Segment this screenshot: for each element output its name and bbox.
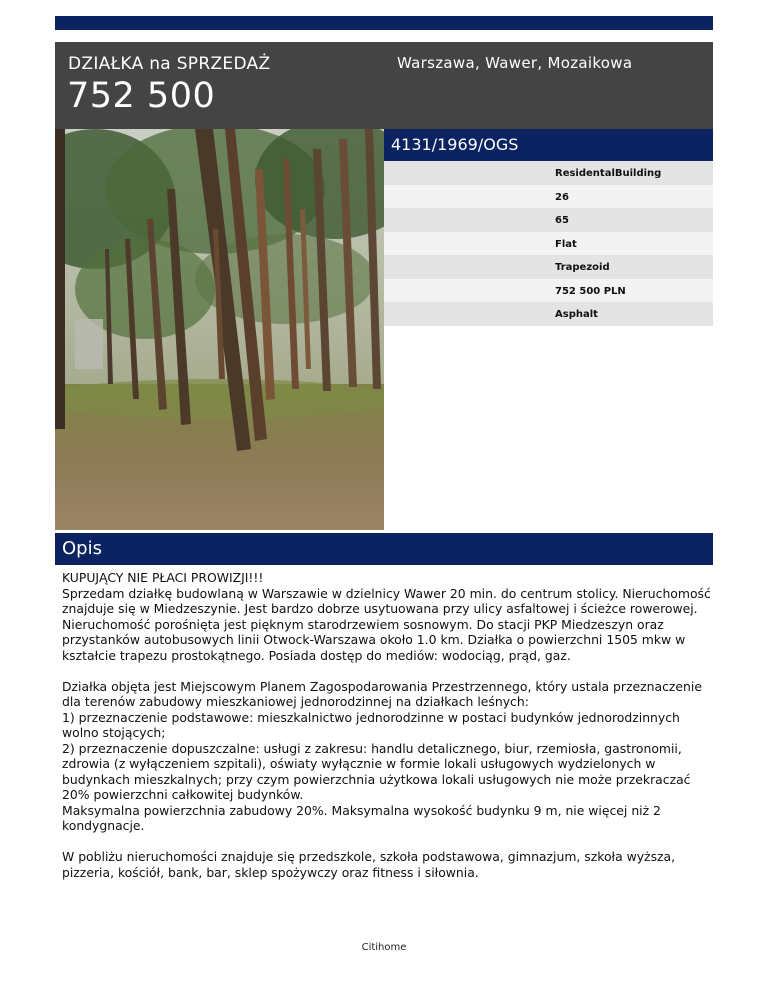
parameter-row bbox=[384, 302, 713, 326]
parameter-value: Flat bbox=[555, 238, 577, 250]
parameter-row bbox=[384, 208, 713, 232]
description-paragraph: KUPUJĄCY NIE PŁACI PROWIZJI!!! Sprzedam działkę budowlaną w Warszawie w dzielnicy Wawer 20 min. do centrum stolicy. Nieruchomość znajduje się w Miedzeszynie. Jest bardzo dobrze usytuowana przy ulicy asfaltowej i ścieżce rowerowej. Nieruchomość porośnięta jest pięknym starodrzewiem sosnowym. Do stacji PKP Miedzeszyn oraz przystanków autobusowych linii Otwock-Warszawa około 1.0 km. Działka o powierzchni 1505 mkw w kształcie trapezu prostokątnego. Posiada dostęp do mediów: wodociąg, prąd, gaz. bbox=[62, 570, 711, 663]
parameter-row bbox=[384, 232, 713, 256]
listing-price: 752 500 bbox=[67, 76, 216, 116]
reference-number: 4131/1969/OGS bbox=[391, 135, 519, 154]
parameter-value: 65 bbox=[555, 215, 569, 226]
listing-location: Warszawa, Wawer, Mozaikowa bbox=[397, 54, 633, 72]
parameter-value: 26 bbox=[555, 191, 569, 203]
property-photo bbox=[55, 129, 384, 530]
parameter-value: ResidentalBuilding bbox=[555, 168, 662, 179]
listing-type-label: DZIAŁKA na SPRZEDAŻ bbox=[68, 54, 271, 74]
parameter-row bbox=[384, 255, 713, 279]
description-paragraph: W pobliżu nieruchomości znajduje się przedszkole, szkoła podstawowa, gimnazjum, szkoła wyższa, pizzeria, kościół, bank, bar, sklep spożywczy oraz fitness i siłownia. bbox=[62, 849, 676, 880]
parameter-row bbox=[384, 185, 713, 209]
listing-header bbox=[55, 42, 713, 129]
footer-brand: Citihome bbox=[361, 942, 407, 953]
parameter-value: Trapezoid bbox=[555, 262, 610, 273]
description-body bbox=[62, 570, 712, 896]
description-heading: Opis bbox=[62, 538, 102, 559]
reference-bar bbox=[384, 129, 713, 161]
description-heading-bar bbox=[55, 533, 713, 565]
parameter-value: 752 500 PLN bbox=[555, 285, 626, 297]
parameter-row bbox=[384, 161, 713, 185]
description-paragraph: Działka objęta jest Miejscowym Planem Zagospodarowania Przestrzennego, który ustala przeznaczenie dla terenów zabudowy mieszkaniowej jednorodzinnej na działkach leśnych: 1) przeznaczenie podstawowe: mieszkalnictwo jednorodzinne w postaci budynków jednorodzinnych wolno stojących; 2) przeznaczenie dopuszczalne: usługi z zakresu: handlu detalicznego, biur, rzemiosła, gastronomii, zdrowia (z wyłączeniem szpitali), oświaty wyłącznie w formie lokali usługowych wydzielonych w budynkach mieszkalnych; przy czym powierzchnia użytkowa lokali usługowych nie może przekraczać 20% powierzchni całkowitej budynków. Maksymalna powierzchnia zabudowy 20%. Maksymalna wysokość budynku 9 m, nie więcej niż 2 kondygnacje. bbox=[62, 678, 702, 833]
parameter-value: Asphalt bbox=[555, 309, 598, 320]
top-accent-bar bbox=[55, 16, 713, 30]
parameter-list bbox=[384, 161, 713, 326]
parameter-row bbox=[384, 279, 713, 303]
